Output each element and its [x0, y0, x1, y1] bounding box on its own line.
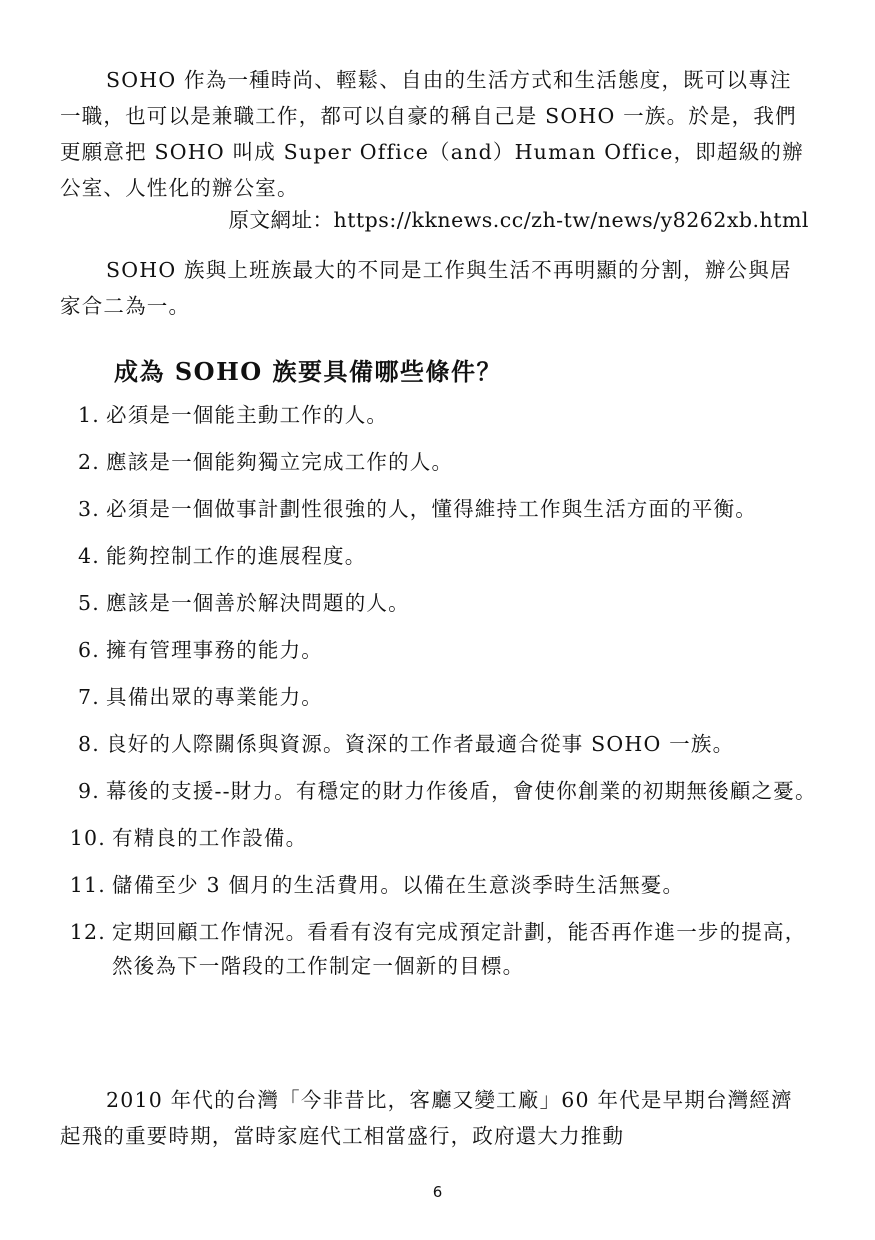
list-item: [60, 398, 820, 432]
list-item-text: 良好的人際關係與資源。資深的工作者最適合從事 SOHO 一族。: [106, 732, 735, 756]
list-item-text: 有精良的工作設備。: [112, 826, 308, 850]
list-item: [60, 492, 820, 526]
list-item-text: 儲備至少 3 個月的生活費用。以備在生意淡季時生活無憂。: [112, 873, 685, 897]
list-item-text: 定期回顧工作情況。看看有沒有完成預定計劃，能否再作進一步的提高，然後為下一階段的工作制定一個新的目標。: [112, 920, 807, 978]
list-item-text: 擁有管理事務的能力。: [106, 638, 323, 662]
list-item: [60, 633, 820, 667]
intro-paragraph: [60, 62, 810, 206]
list-item: [60, 868, 820, 902]
list-item: [60, 445, 820, 479]
list-item: [60, 821, 820, 855]
list-item-number: 8.: [78, 732, 100, 756]
list-item-number: 11.: [69, 873, 106, 897]
list-item: [60, 539, 820, 573]
list-item-text: 必須是一個做事計劃性很強的人，懂得維持工作與生活方面的平衡。: [106, 497, 757, 521]
requirements-list: [60, 398, 820, 996]
list-item: [60, 586, 820, 620]
history-paragraph: [60, 1082, 810, 1154]
list-item-text: 必須是一個能主動工作的人。: [106, 403, 389, 427]
list-item-text: 應該是一個善於解決問題的人。: [106, 591, 410, 615]
comparison-paragraph-text: SOHO 族與上班族最大的不同是工作與生活不再明顯的分割，辦公與居家合二為一。: [60, 258, 792, 318]
history-paragraph-text: 2010 年代的台灣「今非昔比，客廳又變工廠」60 年代是早期台灣經濟起飛的重要時期，當時家庭代工相當盛行，政府還大力推動: [60, 1088, 793, 1148]
list-item-number: 6.: [78, 638, 100, 662]
list-item-text: 幕後的支援--財力。有穩定的財力作後盾，會使你創業的初期無後顧之憂。: [106, 779, 817, 803]
list-item-number: 10.: [69, 826, 106, 850]
list-item: [60, 915, 820, 983]
list-item-number: 2.: [78, 450, 100, 474]
list-item-number: 3.: [78, 497, 100, 521]
list-item-text: 具備出眾的專業能力。: [106, 685, 323, 709]
source-url-line: 原文網址：https://kknews.cc/zh-tw/news/y8262xb.html: [228, 208, 809, 232]
list-item-number: 12.: [69, 920, 106, 944]
list-item-text: 能夠控制工作的進展程度。: [106, 544, 367, 568]
list-item: [60, 774, 820, 808]
list-item-number: 1.: [78, 403, 100, 427]
list-item: [60, 727, 820, 761]
list-item-text: 應該是一個能夠獨立完成工作的人。: [106, 450, 454, 474]
list-item-number: 9.: [78, 779, 100, 803]
list-item-number: 5.: [78, 591, 100, 615]
page-number: 6: [432, 1183, 443, 1201]
list-item: [60, 680, 820, 714]
comparison-paragraph: [60, 252, 810, 324]
list-item-number: 7.: [78, 685, 100, 709]
list-item-number: 4.: [78, 544, 100, 568]
intro-paragraph-text: SOHO 作為一種時尚、輕鬆、自由的生活方式和生活態度，既可以專注一職，也可以是兼職工作，都可以自豪的稱自己是 SOHO 一族。於是，我們更願意把 SOHO 叫成 Super Office（and）Human Office，即超級的辦公室、人性化的辦公室。: [60, 68, 804, 200]
section-heading: 成為 SOHO 族要具備哪些條件？: [114, 357, 503, 386]
